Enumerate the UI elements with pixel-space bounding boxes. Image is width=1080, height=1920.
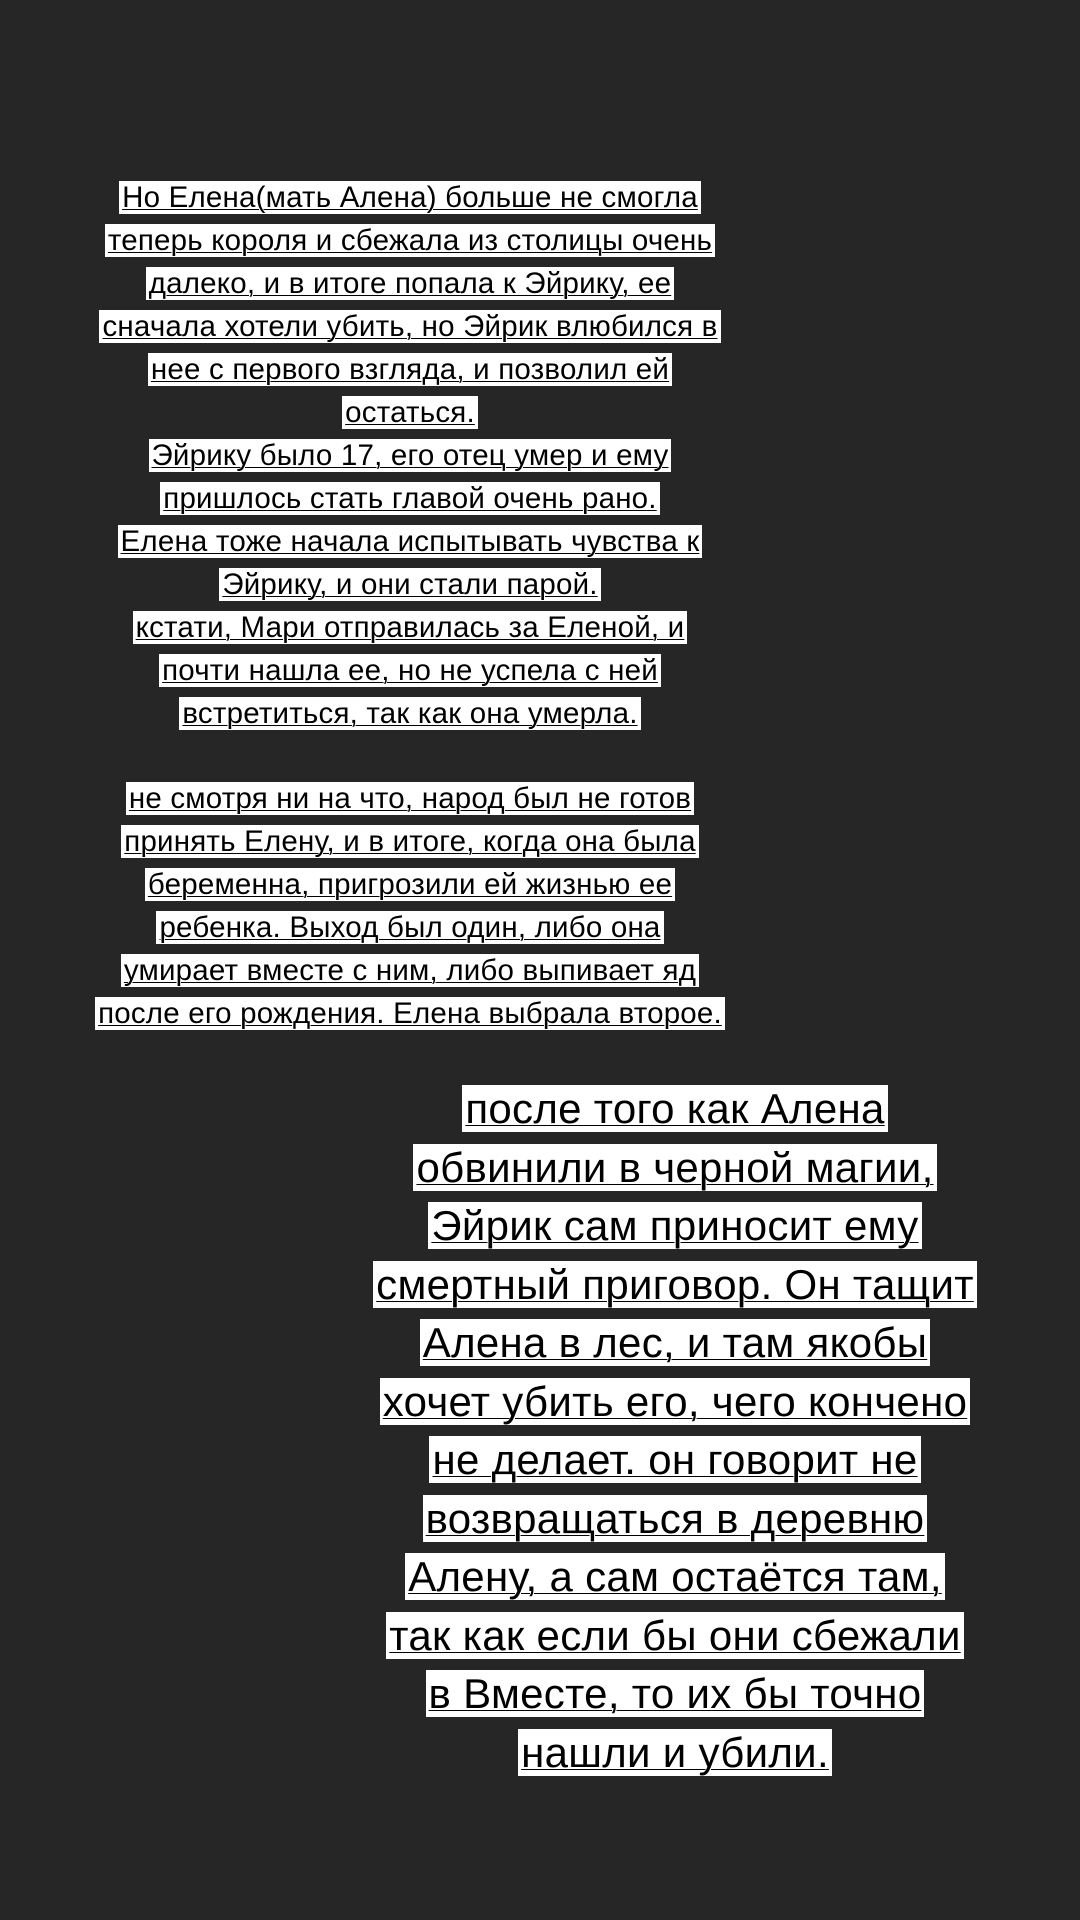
story-line: обвинили в черной магии, <box>330 1139 1020 1198</box>
story-text-block-bottom <box>330 1080 1020 1782</box>
story-line: после его рождения. Елена выбрала второе. <box>40 992 780 1035</box>
story-line: далеко, и в итоге попала к Эйрику, ее <box>40 262 780 305</box>
story-line: сначала хотели убить, но Эйрик влюбился в <box>40 305 780 348</box>
story-line: ребенка. Выход был один, либо она <box>40 906 780 949</box>
story-line: Алену, а сам остаётся там, <box>330 1548 1020 1607</box>
story-line: возвращаться в деревню <box>330 1490 1020 1549</box>
story-line: пришлось стать главой очень рано. <box>40 477 780 520</box>
story-line: не делает. он говорит не <box>330 1431 1020 1490</box>
story-line: нашли и убили. <box>330 1724 1020 1783</box>
story-line: встретиться, так как она умерла. <box>40 692 780 735</box>
story-line: Эйрику было 17, его отец умер и ему <box>40 434 780 477</box>
story-line: почти нашла ее, но не успела с ней <box>40 649 780 692</box>
story-line: кстати, Мари отправилась за Еленой, и <box>40 606 780 649</box>
story-line: хочет убить его, чего кончено <box>330 1373 1020 1432</box>
story-line: Алена в лес, и там якобы <box>330 1314 1020 1373</box>
story-line: в Вместе, то их бы точно <box>330 1665 1020 1724</box>
story-line: Эйрик сам приносит ему <box>330 1197 1020 1256</box>
story-text-block-middle <box>40 777 780 1035</box>
story-line: Эйрику, и они стали парой. <box>40 563 780 606</box>
story-line: беременна, пригрозили ей жизнью ее <box>40 863 780 906</box>
story-line: принять Елену, и в итоге, когда она была <box>40 820 780 863</box>
story-line: Но Елена(мать Алена) больше не смогла <box>40 176 780 219</box>
story-text-block-top <box>40 176 780 735</box>
story-line: смертный приговор. Он тащит <box>330 1256 1020 1315</box>
story-line: нее с первого взгляда, и позволил ей <box>40 348 780 391</box>
story-line: теперь короля и сбежала из столицы очень <box>40 219 780 262</box>
story-line: Елена тоже начала испытывать чувства к <box>40 520 780 563</box>
story-line: не смотря ни на что, народ был не готов <box>40 777 780 820</box>
story-line: умирает вместе с ним, либо выпивает яд <box>40 949 780 992</box>
story-line: так как если бы они сбежали <box>330 1607 1020 1666</box>
story-line: остаться. <box>40 391 780 434</box>
story-line: после того как Алена <box>330 1080 1020 1139</box>
